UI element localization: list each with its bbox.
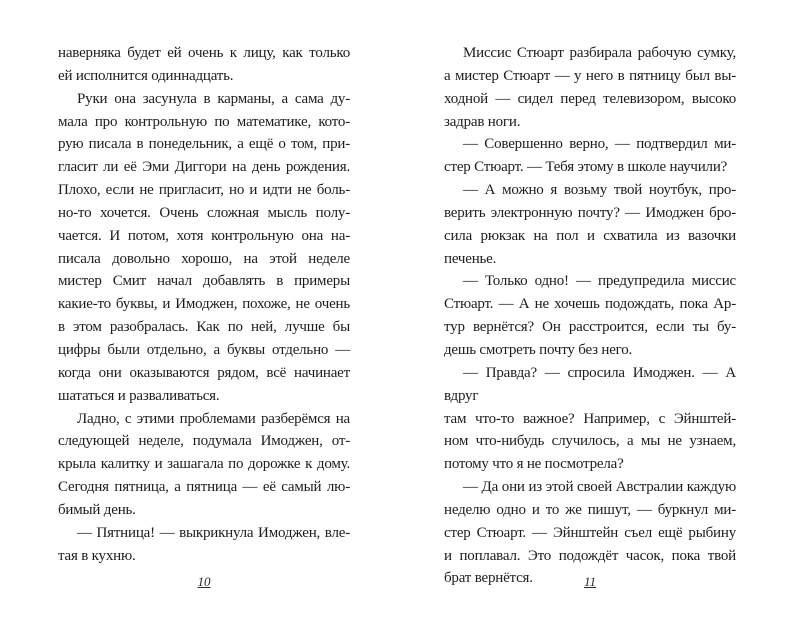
text-line: цифры были отдельно, а буквы отдельно — [58,341,350,358]
text-line: Сегодня пятница, а пятница — её самый лю- [58,479,350,496]
text-line: какие-то буквы, и Имоджен, похоже, не очень [58,296,350,313]
page-left-page-number: 10 [197,574,211,589]
page-right [400,0,800,630]
text-line: неделю одно и то же пишут, — буркнул ми- [444,501,736,518]
text-line: Ладно, с этими проблемами разберёмся на [77,410,350,427]
text-line: наверняка будет ей очень к лицу, как только [58,45,350,61]
text-line: — А можно я возьму твой ноутбук, про- [463,182,736,199]
text-line: в этом разобралась. Как по ней, лучше бы [58,319,350,336]
text-line: брат вернётся. [444,570,533,587]
text-line: ном что-нибудь случилось, а мы не узнаем, [444,433,736,450]
text-line: печенье. [444,250,497,267]
text-line: — Пятница! — выкрикнула Имоджен, вле- [77,524,350,541]
text-line: ходной — сидел перед телевизором, высоко [444,90,736,107]
text-line: тая в кухню. [58,547,136,564]
text-line: дешь смотреть почту без него. [444,341,633,358]
text-line: задрав ноги. [444,113,521,130]
text-line: сила рюкзак на пол и схватила из вазочки [444,227,736,244]
text-line: Миссис Стюарт разбирала рабочую сумку, [463,45,736,61]
text-line: когда они оказываются рядом, всё начинает [58,364,350,381]
text-line: но-то хочется. Очень сложная мысль полу- [58,204,350,221]
text-line: потому что я не посмотрела? [444,456,624,473]
text-line: Плохо, если не пригласит, но и идти не боль- [58,182,350,199]
text-line: рую писала в понедельник, а ещё о том, при- [58,136,350,153]
text-line: гласит ли её Эми Диггори на день рождения. [58,159,350,176]
text-line: шататься и разваливаться. [58,387,220,404]
text-line: мистер Смит начал добавлять в примеры [58,273,350,290]
text-line: бимый день. [58,501,136,518]
text-line: — Только одно! — предупредила миссис [463,273,736,290]
text-line: Стюарт. — А не хочешь подождать, пока Ар- [444,296,736,313]
text-line: стер Стюарт. — Эйнштейн съел ещё рыбину [444,524,736,541]
text-line: Руки она засунула в карманы, а сама ду- [77,90,350,107]
page-right-text-column [444,42,736,590]
text-line: мала про контрольную по математике, кото- [58,113,350,130]
text-line: там что-то важное? Например, с Эйнштей- [444,410,736,427]
text-line: верить электронную почту? — Имоджен бро- [444,204,736,221]
text-line: писала довольно хорошо, на этой неделе [58,250,350,267]
text-line: — Правда? — спросила Имоджен. — А вдруг [444,364,736,404]
text-line: стер Стюарт. — Тебя этому в школе научили? [444,159,728,176]
page-right-page-number: 11 [583,574,597,589]
text-line: ей исполнится одиннадцать. [58,67,234,84]
text-line: а мистер Стюарт — у него в пятницу был вы- [444,67,736,84]
text-line: — Совершенно верно, — подтвердил ми- [463,136,736,153]
text-line: следующей неделе, подумала Имоджен, от- [58,433,350,450]
text-line: — Да они из этой своей Австралии каждую [463,479,736,496]
text-line: чается. И потом, хотя контрольную она на- [58,227,350,244]
text-line: тур вернётся? Он расстроится, если ты бу- [444,319,736,336]
page-left-text-column [58,42,350,567]
text-line: и поплавал. Это подождёт часок, пока твой [444,547,736,564]
text-line: крыла калитку и зашагала по дорожке к дому. [58,456,350,473]
